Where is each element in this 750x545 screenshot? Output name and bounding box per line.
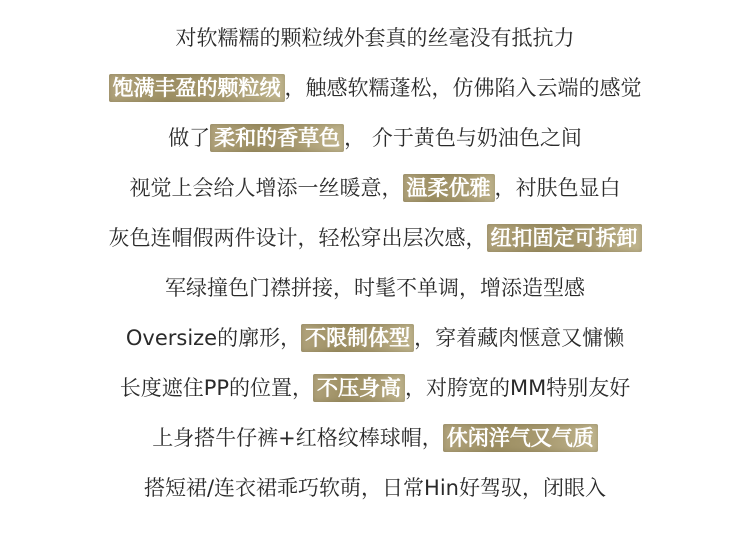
text-line-9 [0,423,750,453]
plain-text: 对软糯糯的颗粒绒外套真的丝毫没有抵抗力 [175,26,575,50]
highlight-text: 柔和的香草色 [210,124,344,152]
plain-text: 视觉上会给人增添一丝暖意， [129,176,403,200]
text-line-2 [0,73,750,103]
highlight-text: 休闲洋气又气质 [443,424,598,452]
text-line-1 [0,23,750,53]
plain-text: 搭短裙/连衣裙乖巧软萌，日常Hin好驾驭，闭眼入 [143,476,606,500]
text-line-3 [0,123,750,153]
plain-text: ，衬肤色显白 [494,176,621,200]
highlight-text: 温柔优雅 [403,174,495,202]
plain-text: 军绿撞色门襟拼接，时髦不单调，增添造型感 [165,276,585,300]
highlight-text: 不限制体型 [301,324,414,352]
text-line-5 [0,223,750,253]
highlight-text: 不压身高 [313,374,405,402]
plain-text: Oversize的廓形， [125,326,302,350]
text-line-10 [0,473,750,503]
plain-text: ， 介于黄色与奶油色之间 [344,126,582,150]
plain-text: 上身搭牛仔裤+红格纹棒球帽， [152,426,443,450]
plain-text: 灰色连帽假两件设计，轻松穿出层次感， [108,226,487,250]
highlight-text: 饱满丰盈的颗粒绒 [109,74,285,102]
text-line-7 [0,323,750,353]
plain-text: ，对胯宽的MM特别友好 [405,376,631,400]
plain-text: 长度遮住PP的位置， [119,376,314,400]
text-line-6 [0,273,750,303]
text-line-8 [0,373,750,403]
text-line-4 [0,173,750,203]
plain-text: 做了 [168,126,211,150]
plain-text: ，触感软糯蓬松，仿佛陷入云端的感觉 [284,76,642,100]
highlight-text: 纽扣固定可拆卸 [487,224,642,252]
plain-text: ，穿着藏肉惬意又慵懒 [414,326,625,350]
